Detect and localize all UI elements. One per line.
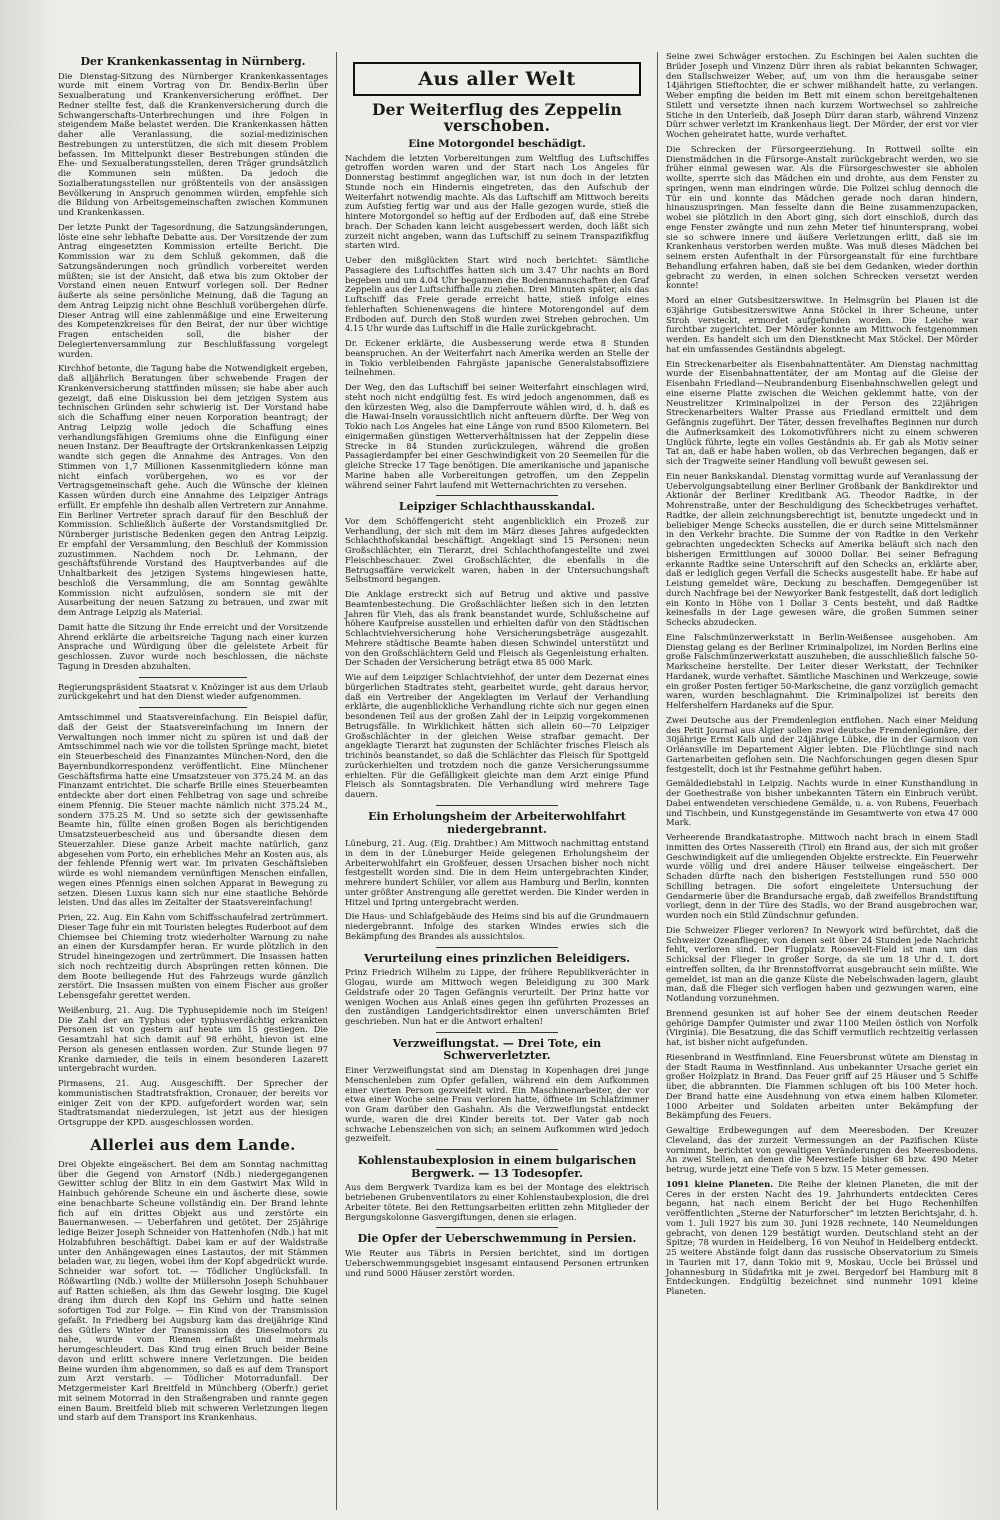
article-paragraph: Kirchhof betonte, die Tagung habe die Notwendigkeit ergeben, daß alljährlich Beratungen über schwebende Fragen der Krankenversicherung stattfinden müssen; sie habe aber auch gezeigt, daß eine Diskussion bei dem jetzigen System aus technischen Gründen sehr schwierig ist. Der Vorstand habe sich die Schaffung einer neuen Korporation beantragt; der Antrag Leipzig wolle jedoch die Schaffung eines verhandlungsfähigen Gremiums ohne die Einfügung einer neuen Instanz. Der Beauftragte der Ortskrankenkassen Leipzig wandte sich gegen die Annahme des Antrages. Von den Stimmen von 1,7 Millionen Kassenmitgliedern könne man nicht einfach vorübergehen, wo es vor der Vertragsgemeinschaft gehe. Auch die Wünsche der kleinen Kassen würden durch eine Annahme des Leipziger Antrags erfüllt. Er empfehle ihn deshalb allen Vertretern zur Annahme. Ein Berliner Vertreter sprach darauf für den Beschluß der Kommission. Schließlich äußerte der Vorstandsmitglied Dr. Nürnberger juristische Bedenken gegen den Antrag Leipzig. Er empfahl der Versammlung, den Beschluß der Kommission zuzustimmen. Nachdem noch Dr. Lehmann, der geschäftsführende Vorstand des Hauptverbandes auf die Unhaltbarkeit des jetzigen Systems hingewiesen hatte, beschloß die Versammlung, die am Sonntag gewählte Kommission nicht aufzulösen, sondern sie mit der Ausarbeitung der neuen Satzung zu betrauen, und zwar mit dem Antrage Leipzig als Material. [58,363,328,618]
article-paragraph: Wie Reuter aus Täbris in Persien berichtet, sind im dortigen Ueberschwemmungsgebiet insgesamt eintausend Personen ertrunken und rund 5000 Häuser zerstört worden. [345,1248,649,1278]
article-title: Kohlenstaubexplosion in einem bulgarischen Bergwerk. — 13 Todesopfer. [357,1154,637,1180]
article-paragraph: Damit hatte die Sitzung ihr Ende erreicht und der Vorsitzende Ahrend erklärte die arbeitsreiche Tagung nach einer kurzen Ansprache und Würdigung über die geleistete Arbeit für geschlossen. Zuvor wurde noch beschlossen, die nächste Tagung in Dresden abzuhalten. [58,621,328,671]
article-title: Verurteilung eines prinzlichen Beleidigers. [363,951,631,965]
article-paragraph: Amtsschimmel und Staatsvereinfachung. Ein Beispiel dafür, daß der Geist der Staatsvereinfachung im Innern der Verwaltungen noch immer nicht zu spüren ist und daß der Amtsschimmel nach wie vor die tollsten Sprünge macht, bietet ein Steuerbescheid des Finanzamtes München-Nord, den die Bayernbundkorrespondenz veröffentlicht. Eine Münchener Geschäftsfirma hatte eine Umsatzsteuer von 375.24 M. an das Finanzamt entrichtet. Die scharfe Brille eines Steuerbeamten entdeckte aber dort einen Fehlbetrag von sage und schreibe einem Pfennig. Die Steuer machte nämlich nicht 375.24 M., sondern 375.25 M. Und so setzte sich der gewissenhafte Beamte hin, füllte einen großen Bogen als berichtigenden Umsatzsteuerbescheid aus und übersandte diesen dem Steuerzahler. Diese ganze Arbeit machte natürlich, ganz abgesehen vom Porto, ein erhebliches Mehr an Kosten aus, als der fehlende Pfennig wert war. Im privaten Geschäftsleben würde es wohl niemandem vernünftigen Menschen einfallen, wegen eines Pfennigs einen solchen Apparat in Bewegung zu setzen. Diesen Luxus kann sich nur eine staatliche Behörde leisten. Und das alles im Zeitalter der Staatsvereinfachung! [58,712,328,908]
divider [436,947,558,948]
article-paragraph: Nachdem die letzten Vorbereitungen zum Weltflug des Luftschiffes getroffen worden waren und der Start nach Los Angeles für Donnerstag bestimmt angeglichen war, ist nun doch in der letzten Stunde noch ein Hindernis eingetreten, das den Aufschub der Weiterfahrt notwendig machte. Als das Luftschiff am Mittwoch bereits zum Aufstieg fertig war und aus der Halle gezogen wurde, stieß die hintere Motorgondel so heftig auf der Erdboden auf, daß eine Strebe brach. Der Schaden kann leicht ausgebessert werden, doch läßt sich zurzeit nicht angeben, wann das Luftschiff zu seinem Transpazifikflug starten wird. [345,152,649,251]
article-paragraph: Vor dem Schöffengericht steht augenblicklich ein Prozeß zur Verhandlung, der sich mit dem im März dieses Jahres aufgedeckten Schlachthofskandal beschäftigt. Angeklagt sind 15 Personen: neun Großschlächter, ein Tierarzt, drei Schlachthofangestellte und zwei Fleischbeschauer. Zwei Großschlächter, die ebenfalls in die Betrugsaffäre verwickelt waren, haben in der Untersuchungshaft Selbstmord begangen. [345,515,649,585]
article-paragraph: Brennend gesunken ist auf hoher See der einem deutschen Reeder gehörige Dampfer Quimister und zwar 1100 Meilen östlich von Norfolk (Virginia). Die Besatzung, die das Schiff vermutlich rechtzeitig verlassen hat, ist bisher nicht aufgefunden. [666,1007,978,1047]
article-paragraph: Die Schrecken der Fürsorgeerziehung. In Rottweil sollte ein Dienstmädchen in die Fürsorge-Anstalt zurückgebracht werden, wo sie früher einmal gewesen war. Als die Fürsorgeschwester sie abholen wollte, sperrte sich das Mädchen ein und drohte, aus dem Fenster zu springen, wenn man eindringen würde. Die Polizei schlug dennoch die Tür ein und konnte das Mädchen gerade noch daran hindern, hinauszuspringen. Man fesselte dann die Beine zusammenzupacken, wobei sie plötzlich in den Abort ging, sich dort einschloß, durch das enge Fenster zwängte und nun zehn Meter tief hinuntersprang, wobei sie so schwere innere und äußere Verletzungen erlitt, daß sie im Krankenhaus verstorben werden mußte. Was muß dieses Mädchen bei seinem ersten Aufenthalt in der Fürsorgeanstalt für eine furchtbare Behandlung erfahren haben, daß sie bei dem Gedanken, wieder dorthin gebracht zu werden, in einen solchen Schrecken versetzt werden konnte! [666,143,978,291]
article-title: Der Krankenkassentag in Nürnberg. [80,55,306,68]
article-paragraph: Die Dienstag-Sitzung des Nürnberger Krankenkassentages wurde mit einem Vortrag von Dr. Bendix-Berlin über Sexualberatung und Krankenversicherung eröffnet. Der Redner stellte fest, daß die Krankenversicherung durch die Schwangerschafts-Unterbrechungen und ihre Folgen in steigendem Maße belastet werden. Die Krankenkassen hätten daher alle Veranlassung, die sozial-medizinischen Bestrebungen zu unterstützen, die sich mit diesem Problem befassen. Im Mittelpunkt dieser Bestrebungen stünden die Ehe- und Sexualberatungsstellen, deren Träger grundsätzlich die Kommunen sein müßten. Da jedoch die Sozialberatungsstellen nur größtenteils von der ansässigen Bevölkerung in Anspruch genommen würden, empfehle sich die Bildung von Arbeitsgemeinschaften zwischen Kommunen und Krankenkassen. [58,70,328,218]
article-paragraph: Prien, 22. Aug. Ein Kahn vom Schiffsschaufelrad zertrümmert. Dieser Tage fuhr ein mit Touristen belegtes Ruderboot auf dem Chiemsee bei Chieming trotz wiederholter Warnung zu nahe an einen der Kursdampfer heran. Er wurde plötzlich in den Strudel hineingezogen und zertrümmert. Die Insassen hatten sich noch rechtzeitig durch Absprüngen retten können. Die dem Boote beiliegende Hut des Fahrzeugs wurde gänzlich zerstört. Die Insassen mußten von einem Fischer aus großer Lebensgefahr gerettet werden. [58,912,328,1001]
article-paragraph: Dr. Eckener erklärte, die Ausbesserung werde etwa 8 Stunden beanspruchen. An der Weiterfahrt nach Amerika werden an Stelle der in Tokio verbleibenden Fahrgäste japanische Generalstabsoffiziere teilnehmen. [345,338,649,378]
article-paragraph: Aus dem Bergwerk Tvardiza kam es bei der Montage des elektrisch betriebenen Grubenventilators zu einer Kohlenstaubexplosion, die drei Arbeiter tötete. Bei den Rettungsarbeiten erlitten zehn Mitglieder der Bergungskolonne Gasvergiftungen, denen sie erlagen. [345,1182,649,1222]
article-paragraph: Der letzte Punkt der Tagesordnung, die Satzungsänderungen, löste eine sehr lebhafte Debatte aus. Der Vorsitzende der zum Antrag eingesetzten Kommission erteilte Bericht. Die Kommission war zu dem Schluß gekommen, daß die Satzungsänderungen noch gründlich vorbereitet werden müßten; sie ist der Ansicht, daß etwa bis zum Oktober der Vorstand einen neuen Entwurf vorlegen soll. Der Redner äußerte als seine persönliche Meinung, daß die Tagung an dem Antrag Leipzig nicht ohne Beschluß vorübergehen dürfe. Dieser Antrag will eine zahlenmäßige und eine Erweiterung des Kompetenzkreises für den Beirat, der nur über wichtige Fragen entscheiden soll, die bisher der Delegiertenversammlung zur Beschlußfassung vorgelegt wurden. [58,221,328,359]
article-paragraph: Ein neuer Bankskandal. Dienstag vormittag wurde auf Veranlassung der Uebervolgungsabteilung einer Berliner Großbank der Bankdirektor und Aktionär der Berliner Kreditbank AG. Theodor Radtke, in der Mohrenstraße, unter der Beschuldigung des Scheckbetruges verhaftet. Radtke, der allein zeichnungsberechtigt ist, benutzte ungedeckt und in beliebiger Menge Schecks ausstellen, die er durch seine Mittelsmänner in den Verkehr brachte. Die Summe der von Radtke in den Verkehr gebrachten ungedeckten Schecks auf Amerika beläuft sich nach den bisherigen Ermittlungen auf 30000 Dollar. Bei seiner Befragung erkannte Radtke seine Unterschrift auf den Schecks an, erklärte aber, daß er lediglich gegen Verfall die Schecks ausgestellt habe. Er habe auf Leistung gemeldet wäre, Deckung zu beschaffen. Demgegenüber ist durch Nachfrage bei der Newyorker Bank festgestellt, daß dort lediglich ein Konto in Höhe von 1 Dollar 3 Cents besteht, und daß Radtke keinesfalls in der Lage gewesen wäre, die großen Summen seiner Schecks abzudecken. [666,470,978,627]
right-column [658,52,978,1510]
article-lead-in: 1091 kleine Planeten. [666,1178,774,1189]
article-paragraph [666,1180,978,1297]
section-heading: Allerlei aus dem Lande. [90,1135,296,1154]
article-paragraph: Pirmasens, 21. Aug. Ausgeschifft. Der Sprecher der kommunistischen Stadtratsfraktion, Cronauer, der bereits vor einiger Zeit von der KPD. aufgefordert worden war, sein Stadtratsmandat niederzulegen, ist jetzt aus der hiesigen Ortsgruppe der KPD. ausgeschlossen worden. [58,1078,328,1128]
divider [436,1227,558,1228]
article-title: Die Opfer der Ueberschwemmung in Persien. [357,1232,637,1246]
left-column [58,52,336,1510]
divider [436,1149,558,1150]
article-title: Leipziger Schlachthausskandal. [398,500,596,514]
divider [436,805,558,806]
article-paragraph: Seine zwei Schwäger erstochen. Zu Eschingen bei Aalen suchten die Brüder Joseph und Vinzenz Dürr ihren als rabiat bekannten Schwager, den Stallschweizer Weber, auf, um von ihm die herausgabe seiner 14jährigen Stieftochter, die er schwer mißhandelt hatte, zu verlangen. Weber empfing die beiden im Bett mit einem schon bereitgehaltenen Stilett und versetzte ihnen nach kurzem Wortwechsel so zahlreiche Stiche in den Unterleib, daß Joseph Dürr daran starb, während Vinzenz Dürr schwer verletzt im Krankenhaus liegt. Der Mörder, der erst vor vier Wochen geheiratet hatte, wurde verhaftet. [666,52,978,139]
article-paragraph: Regierungspräsident Staatsrat v. Knözinger ist aus dem Urlaub zurückgekehrt und hat den Dienst wieder aufgenommen. [58,681,328,702]
section-box-title: Aus aller Welt [353,62,641,96]
article-title: Ein Erholungsheim der Arbeiterwohlfahrt niedergebrannt. [368,809,626,836]
article-paragraph: Die Schweizer Flieger verloren? In Newyork wird befürchtet, daß die Schweizer Ozeanflieger, von denen seit über 24 Stunden jede Nachricht fehlt, verloren sind. Der Flugplatz Roosevelt-Field ist man um das Schicksal der Flieger in großer Sorge, da sie um 18 Uhr d. I. dort eintreffen sollten, da ihr Brennstoffvorrat ausgebraucht sein müßte. Wie gemeldet, ist man an die ganze Küste die Nebelschwaden lagern, glaubt man, daß die Flieger sich verflogen haben und gezwungen waren, eine Notlandung vorzunehmen. [666,924,978,1003]
lead-subheadline: Eine Motorgondel beschädigt. [408,137,586,150]
article-text: Die Reihe der kleinen Planeten, die mit der Ceres in der ersten Nacht des 19. Jahrhunderts entdeckten Ceres begann, hat nach einem Bericht der bei Hugo Rechenhilfen veröffentlichten „Sterne der Naturforscher“ im letzten Berichtsjahr, d. h. vom 1. Juli 1927 bis zum 30. Juni 1928 rechnete, 140 Neumeldungen gebracht, von denen 129 bestätigt wurden. Deutschland steht an der Spitze; 78 wurden in Heidelberg, 16 von Neuhof in Heidelberg entdeckt. 25 weitere Abstände folgt dann das russische Observatorium zu Simeis in Taurien mit 17, dann Tokio mit 9, Moskau, Uccle bei Brüssel und Johannesburg in Südafrika mit je zwei. Bergedorf bei Hamburg mit 8 Entdeckungen. Endgültig bezeichnet sind nunmehr 1091 kleine Planeten. [666,1178,978,1296]
article-paragraph: Gewaltige Erdbewegungen auf dem Meeresboden. Der Kreuzer Cleveland, das der zurzeit Vermessungen an der Pazifischen Küste vornimmt, berichtet von gewaltigen Veränderungen des Meeresbodens. An zwei Stellen, an denen die Meerestiefe bisher 68 bzw. 490 Meter betrug, wurde jetzt eine Tiefe von 5 bzw. 15 Meter gemessen. [666,1125,978,1174]
article-paragraph: Einer Verzweiflungstat sind am Dienstag in Kopenhagen drei junge Menschenleben zum Opfer gefallen, während ein dem Aufkommen einer vierten Person gezweifelt wird. Ein Maschinenarbeiter, der vor etwa einer Woche seine Frau verloren hatte, öffnete im Schlafzimmer von Gram darüber den Gashahn. Als die Verzweiflungstat entdeckt wurde, waren die drei Kinder bereits tot. Der Vater gab noch schwache Lebenszeichen von sich; an seinem Aufkommen wird jedoch gezweifelt. [345,1065,649,1144]
divider [436,495,558,496]
article-paragraph: Prinz Friedrich Wilhelm zu Lippe, der frühere Republikverächter in Glogau, wurde am Mittwoch wegen Beleidigung zu 300 Mark Geldstrafe oder 20 Tagen Gefängnis verurteilt. Der Prinz hatte vor wenigen Wochen aus Anlaß eines gegen ihn geführten Prozesses an den zuständigen Landgerichtsdirektor einen unverschämten Brief geschrieben. Nun hat er die Antwort erhalten! [345,967,649,1027]
article-paragraph: Ein Streckenarbeiter als Eisenbahnattentäter. Am Dienstag nachmittag wurde der Eisenbahnattentäter, der am Montag auf die Gleise der Eisenbahn Friedland—Neubrandenburg Eisenbahnschwellen gelegt und eine eiserne Platte zwischen die Weichen geklemmt hatte, von der Neustrelitzer Kriminalpolizei in der Person des 22jährigen Streckenarbeiters Walter Prasse aus Friedland ermittelt und dem Gefängnis zugeführt. Der Täter, dessen frevelhaftes Beginnen nur durch die Aufmerksamkeit des Lokomotivführers nicht zu einem schweren Unglück führte, legte ein volles Geständnis ab. Er gab als Motiv seiner Tat an, daß er habe haben wollen, ob das Verbrechen begangen, daß er sich der Tragweite seiner Handlung voll bewußt gewesen sei. [666,358,978,466]
middle-column [336,52,658,1510]
article-paragraph: Mord an einer Gutsbesitzerswitwe. In Helmsgrün bei Plauen ist die 63jährige Gutsbesitzerswitwe Anna Stöckel in ihrer Scheune, unter Stroh versteckt, ermordet aufgefunden worden. Die Leiche war furchtbar zugerichtet. Der Mörder konnte am Mittwoch festgenommen werden. Es handelt sich um den Dienstknecht Max Stöckel. Der Mörder hat ein umfassendes Geständnis abgelegt. [666,295,978,354]
article-paragraph: Wie auf dem Leipziger Schlachtviehhof, der unter dem Dezernat eines bürgerlichen Stadtrates steht, gearbeitet wurde, geht daraus hervor, daß ein Vertreiber der Angeklagten im Verlauf der Verhandlung erklärte, die augenblickliche Verhandlung richte sich nur gegen einen besondenen Teil aus der großen Zahl der in Leipzig vorgekommenen Betrugsfälle. In Wirklichkeit hätten sich allein 60—70 Leipziger Großschlächter in der gleichen Weise strafbar gemacht. Der angeklagte Tierarzt hat zugunsten der Schlächter frisches Fleisch als trichinös beanstandet, so daß die Schlächter das Fleisch für Spottgeld zurückerhielten und trotzdem noch die ganze Versicherungssumme erhielten. Für die Gefälligkeit gleichte man dem Arzt einige Pfund Fleisch als Sonntagsbraten. Die Verhandlung wird mehrere Tage dauern. [345,672,649,800]
article-paragraph: Ueber den mißglückten Start wird noch berichtet: Sämtliche Passagiere des Luftschiffes hatten sich um 3.47 Uhr nachts an Bord begeben und um 4.04 Uhr begannen die Bodenmannschaften den Graf Zeppelin aus der Luftschiffhalle zu ziehen. Drei Minuten später, als das Luftschiff das Freie gerade erreicht hatte, stieß infolge eines fehlerhaften Schienenwagens die hintere Motorengondel auf dem Erdboden auf. Durch den Stoß wurden zwei Streben gebrochen. Um 4.15 Uhr wurde das Luftschiff in die Halle zurückgebracht. [345,255,649,334]
article-paragraph: Eine Falschmünzerwerkstatt in Berlin-Weißensee ausgehoben. Am Dienstag gelang es der Berliner Kriminalpolizei, im Norden Berlins eine große Falschmünzerwerkstatt auszuheben, die ausschließlich falsche 50-Markscheine herstellte. Der Leiter dieser Werkstatt, der Techniker Hardanek, wurde verhaftet. Sämtliche Maschinen und Werkzeuge, sowie ein großer Posten fertiger 50-Markscheine, die ganz vorzüglich gemacht waren, wurden beschlagnahmt. Die Kriminalpolizei ist bereits den Helfershelfern Hardaneks auf die Spur. [666,631,978,710]
article-paragraph: Die Haus- und Schlafgebäude des Heims sind bis auf die Grundmauern niedergebrannt. Infolge des starken Windes erwies sich die Bekämpfung des Brandes als aussichtslos. [345,911,649,941]
lead-headline: Der Weiterflug des Zeppelin verschoben. [372,100,622,136]
divider [139,707,247,708]
divider [436,1032,558,1033]
article-paragraph: Drei Objekte eingeäschert. Bei dem am Sonntag nachmittag über die Gegend von Arnstorf (Ndb.) niedergegangenen Gewitter schlug der Blitz in ein dem Gastwirt Max Wild in Hainbuch gehörende Scheune ein und äscherte diese, sowie eine benachbarte Scheune vollständig ein. Der Brand lehnte fich auf ein drittes Objekt aus und zerstörte ein Bauernanwesen. — Ueberfahren und getötet. Der 25jährige ledige Beizer Joseph Schneider von Hattenhofen (Ndb.) hat mit Holzabfuhren beschäftigt. Dabei kam er auf der Waldstraße unter den Anhängewagen eines Lastautos, der mit Stämmen beladen war, zu liegen, wobei ihm der Kopf abgedrückt wurde. Schneider war sofort tot. — Tödlicher Unglücksfall. In Rößwartling (Ndb.) wollte der Müllersohn Joseph Schuhbauer auf Ratten schießen, als ihm das Gewehr losging. Die Kugel drang ihm durch den Kopf ins Gehirn und hatte seinen sofortigen Tod zur Folge. — Ein Kind von der Transmission gefaßt. In Friedberg bei Augsburg kam das dreijährige Kind des Gütlers Winter der Transmission des Dieselmotors zu nahe, wurde vom Riemen erfaßt und mehrmals herumgeschleudert. Das Kind trug einen Bruch beider Beine davon und erlitt schwere innere Verletzungen. Die beiden Beine wurden ihm abgenommen, so daß es auf dem Transport zum Arzt verstarb. — Tödlicher Motorradunfall. Der Metzgermeister Karl Breitfeld in Münchberg (Oberfr.) geriet mit seinem Motorrad in den Straßengraben und rannte gegen einen Baum. Breitfeld blieb mit schweren Verletzungen liegen und starb auf dem Transport ins Krankenhaus. [58,1158,328,1423]
article-paragraph: Zwei Deutsche aus der Fremdenlegion entflohen. Nach einer Meldung des Petit Journal aus Algier sollen zwei deutsche Fremdenlegionäre, der 30jährige Ernst Kalb und der 24jährige Lübke, die in der Garnison von Orléansville im Departement Algier lebten. Die Flüchtlinge sind nach Gartenarbeiten geflohen sein. Die Nachforschungen gegen diesen Spur festgestellt, doch ist ihr Festnahme geführt haben. [666,714,978,774]
article-paragraph: Der Weg, den das Luftschiff bei seiner Weiterfahrt einschlagen wird, steht noch nicht endgültig fest. Es wird jedoch angenommen, daß es den kürzesten Weg, also die Dampferroute wählen wird, d. h. daß es die Hawai-Inseln voraussichtlich nicht anfteuern dürfte. Der Weg von Tokio nach Los Angeles hat eine Länge von rund 8500 Kilometern. Bei einigermaßen günstigen Wetterverhältnissen hat der Zeppelin diese Strecke in 84 Stunden zurückzulegen, während die großen Passagierdampfer bei einer Geschwindigkeit von 20 Seemeilen für die gleiche Strecke 17 Tage benötigen. Die amerikanische und japanische Marine haben alle Vorbereitungen getroffen, um den Zeppelin während seiner Fahrt laufend mit Wetternachrichten zu versehen. [345,382,649,490]
article-title: Verzweiflungstat. — Drei Tote, ein Schwerverletzter. [392,1036,602,1063]
article-paragraph: Weißenburg, 21. Aug. Die Typhusepidemie noch im Steigen! Die Zahl der an Typhus oder typhusverdächtig erkrankten Personen ist von gestern auf heute um 15 gestiegen. Die Gesamtzahl hat sich damit auf 98 erhöht, hievon ist eine Person als genesen entlassen worden. Zur Stunde liegen 97 Kranke darnieder, die teils in einem besonderen Lazarett untergebracht wurden. [58,1004,328,1074]
article-paragraph: Verheerende Brandkatastrophe. Mittwoch nacht brach in einem Stadl inmitten des Ortes Nassereith (Tirol) ein Brand aus, der sich mit großer Geschwindigkeit auf die umliegenden Objekte erstreckte. Ein Feuerwehr wurde völlig und drei andere Häuser teilweise eingeäschert. Der Schaden dürfte nach den bisherigen Feststellungen rund 550 000 Schilling betragen. Die sofort eingeleitete Untersuchung der Gendarmerie über die Brandursache ergab, daß zweifellos Brandstiftung vorliegt, denn in der Türe des Stadls, wo der Brand ausgebrochen war, wurden noch ein Stild Zündschnur gefunden. [666,832,978,920]
article-paragraph: Lüneburg, 21. Aug. (Eig. Drahtber.) Am Mittwoch nachmittag entstand in dem in der Lüneburger Heide gelegenen Erholungsheim der Arbeiterwohlfahrt ein Großfeuer, dessen Ursachen bisher noch nicht festgestellt worden sind. Die in dem Heim untergebrachten Kinder, mehrere hundert Schüler, vor allem aus Hamburg und Berlin, konnten unter größter Anstrengung alle gerettet werden. Die Kinder werden in Hitzel und Ipring untergebracht werden. [345,838,649,907]
article-paragraph: Die Anklage erstreckt sich auf Betrug und aktive und passive Beamtenbestechung. Die Großschlächter ließen sich in den letzten Jahren für Vieh, das als frank beanstandet wurde, Schlußscheine auf höhere Kaufpreise ausstellen und erhielten dafür von den Städtischen Schlachtviehversicherung hohe Versicherungsbeträge ausgezahlt. Mehrere städtische Beamte haben diesen Schwindel unterstützt und von den Großschlächtern Geld und Fleisch als Gegenleistung erhalten. Der Schaden der Versicherung beträgt etwa 85 000 Mark. [345,589,649,668]
article-paragraph: Gemäldediebstahl in Leipzig. Nachts wurde in einer Kunsthandlung in der Goethestraße von bisher unbekannten Tätern ein Einbruch verübt. Dabei entwendeten verschiedene Gemälde, u. a. von Rubens, Feuerbach und Tischbein, und Kunstgegenstände im Gesamtwerte von etwa 47 000 Mark. [666,778,978,828]
article-paragraph: Riesenbrand in Westfinnland. Eine Feuersbrunst wütete am Dienstag in der Stadt Rauma in Westfinnland. Aus unbekannter Ursache geriet ein großer Holzplatz in Brand. Das Feuer griff auf 25 Häuser und 5 Schiffe über, die abbrannten. Die Flammen schlugen oft bis 100 Meter hoch. Der Brand hatte eine Ausdehnung von etwa einem halben Kilometer. 1000 Arbeiter und Soldaten arbeiten unter Bekämpfung der Bekämpfung des Feuers. [666,1051,978,1121]
divider [139,677,247,678]
